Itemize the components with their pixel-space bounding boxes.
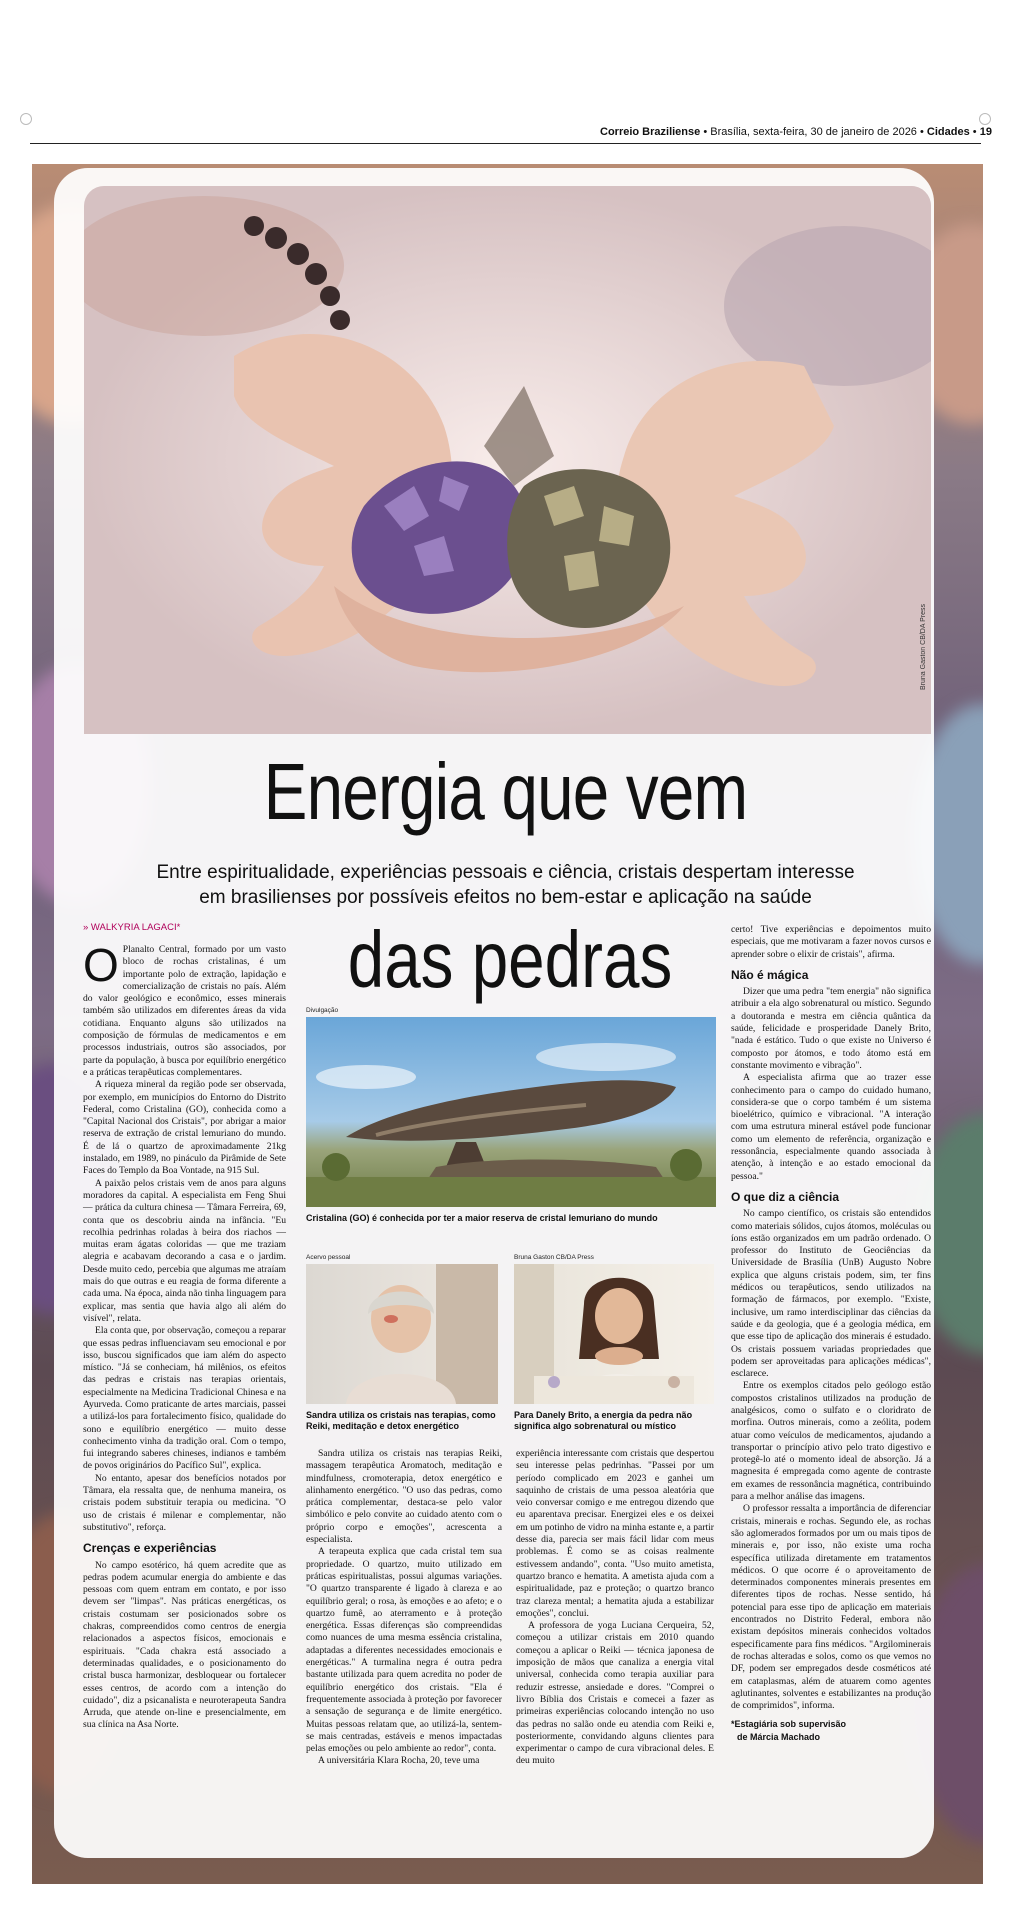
byline: » WALKYRIA LAGACI* <box>83 922 181 933</box>
headline-line-1: Energia que vem <box>263 747 748 836</box>
folio-section: Cidades <box>926 126 970 138</box>
woman-with-crystals-illustration <box>514 1264 714 1404</box>
subheading: Não é mágica <box>731 967 809 982</box>
newspaper-name: Correio Braziliense <box>600 126 701 138</box>
page-number: 19 <box>979 126 992 138</box>
sandra-portrait-photo <box>306 1264 498 1404</box>
deck: Entre espiritualidade, experiências pessoais e ciência, cristais despertam interesse em brasilienses por possíveis efeitos no bem-estar e aplicação na saúde <box>156 862 855 908</box>
headline-line-2: das pedras <box>347 915 673 1004</box>
paragraph: experiência interessante com cristais que despertou seu interesse pelas pedrinhas. "Passei por um período complicado em 2023 e ganhei um saquinho de cristais de uma pessoa aleatória que veio conversar comigo e me entregou dizendo que eu aparentava precisar. Energizei eles e os deixei em um potinho de vidro na minha estante e, a partir desse dia, parecia ser mais fácil lidar com meus problemas. É como se as coisas realmente estivessem andando", conta. "Uso muito ametista, quartzo branco e hematita. A ametista ajuda com a espiritualidade, paz e proteção; o quartzo branco traz clareza mental; a hematita ajuda a estabilizar emoções", conclui. <box>516 1448 714 1619</box>
paragraph: No entanto, apesar dos benefícios notados por Tâmara, ela ressalta que, de nenhuma maneira, os cristais podem substituir terapia ou medicina. "O uso de cristais é milenar e complementar, não substitutivo", reforça. <box>83 1472 286 1533</box>
woman-smiling-illustration <box>306 1264 498 1404</box>
paragraph: No campo científico, os cristais são entendidos como materiais sólidos, cujos átomos, moléculas ou íons estão organizados em um padrão ordenado. O professor do Instituto de Geociências da Universidade de Brasília (UnB) Augusto Nobre explica que alguns cristais podem, sim, ter fins médicos ou terapêuticos, sendo utilizados na formação de fármacos, por exemplo. "Existe, inclusive, um ramo interdisciplinar das ciências da saúde e da geologia, que é a geologia médica, em que esse tipo de aplicação dos minerais é estudado. Os cristais possuem variadas propriedades que podem ser aproveitadas para aplicações médicas", esclarece. <box>731 1208 931 1380</box>
paragraph: A especialista afirma que ao trazer esse conhecimento para o campo do cuidado humano, considera-se que o corpo também é um sistema bioelétrico, químico e vibracional. "A interação com uma estrutura mineral estável pode funcionar como um elemento de referência, organização e ressonância, especialmente quando associada à atenção, à intenção e ao estado emocional da pessoa." <box>731 1072 931 1182</box>
danely-portrait-photo <box>514 1264 714 1404</box>
folio-rule <box>30 143 981 144</box>
hero-photo-credit: Bruna Gaston CB/DA Press <box>920 604 927 690</box>
paragraph: O professor ressalta a importância de diferenciar cristais, minerais e rochas. Segundo ele, as rochas são aglomerados formados por um ou mais tipos de minerais e, por isso, não existe uma rocha específica utilizada diretamente em tratamentos médicos. O que ocorre é o aproveitamento de determinados componentes minerais presentes em diferentes tipos de rochas. Nesse sentido, há potencial para esse tipo de aplicação em materiais encontrados no Distrito Federal, embora não existam depósitos minerais conhecidos voltados especificamente para fins médicos. "Argilominerais de rochas alteradas e solos, como os que vemos no DF, podem ser empregados desde cosméticos até em cataplasmas, além de atuarem como agentes aglutinantes, solventes e estabilizantes na produção de comprimidos", informa. <box>731 1503 931 1712</box>
column-4 <box>731 924 931 1743</box>
author-note-line: de Márcia Machado <box>737 1731 821 1742</box>
hero-photo <box>84 186 931 734</box>
paragraph: Planalto Central, formado por um vasto bloco de rochas cristalinas, é um importante polo de extração, lapidação e comercialização de cristais no país. Além do valor geológico e econômico, esses minerais também são utilizados em diferentes áreas da vida cotidiana. Enquanto alguns são utilizados na composição de fórmulas de medicamentos e em processos industriais, outros são associados, por parte da população, à busca por equilíbrio energético e a práticas terapêuticas complementares. <box>83 944 286 1078</box>
paragraph: certo! Tive experiências e depoimentos muito especiais, que me motivaram a fazer novos cursos e aprender sobre o elixir de cristais", afirma. <box>731 924 931 960</box>
folio: Correio Braziliense • Brasília, sexta-feira, 30 de janeiro de 2026 • Cidades • 19 <box>600 126 992 138</box>
photo-credit: Divulgação <box>306 1007 339 1014</box>
photo-caption: Para Danely Brito, a energia da pedra não significa algo sobrenatural ou místico <box>514 1410 693 1431</box>
paragraph: A paixão pelos cristais vem de anos para alguns moradores da capital. A especialista em Feng Shui — prática da cultura chinesa — Tâmara Ferreira, 69, conta que os descobriu ainda na infância. "Eu recolhia pedrinhas roladas à beira dos riachos — muitas eram ágatas coloridas — que me traziam alegria e acabavam decorando a casa e o jardim. Desde muito cedo, percebia que algumas me atraíam mais do que outras e eu reagia de forma diferente a cada uma. Na época, ainda não tinha linguagem para explicar, mas sentia que havia algo ali além do visível", relata. <box>83 1177 286 1324</box>
paragraph: Entre os exemplos citados pelo geólogo estão compostos cristalinos utilizados na produção de analgésicos, como o sulfato e o cloridrato de morfina. Outros minerais, como a zeólita, podem atuar como veículos de medicamentos, ajudando a transportar o princípio ativo pelo trato digestivo e protegê-lo até o momento ideal de absorção. Já a magnesita é empregada como agente de contraste em exames de ressonância magnética, contribuindo para a melhor análise das imagens. <box>731 1380 931 1503</box>
registration-mark-left <box>20 113 32 125</box>
paragraph: Ela conta que, por observação, começou a reparar que essas pedras influenciavam seu emocional e por isso, buscou significados que iam além do aspecto místico. "Já se conheciam, há milênios, os efeitos das pedras e cristais nas terapias orientais, especialmente na Medicina Tradicional Chinesa e na Ayurveda. Como praticante de artes marciais, passei a utilizá-los para fortalecimento físico, qualidade do sono e equilíbrio energético — muito desse conhecimento vinha da tradição oral. Com o tempo, fui integrando saberes chineses, indianos e também de povos originários do Pacífico Sul", explica. <box>83 1325 286 1472</box>
photo-caption: Sandra utiliza os cristais nas terapias, como Reiki, meditação e detox energético <box>306 1410 496 1431</box>
paragraph: Dizer que uma pedra "tem energia" não significa atribuir a ela algo sobrenatural ou místico. Segundo a doutoranda e mestra em ciência quântica da saúde, felicidade e prosperidade Danely Brito, "nada é estático. Tudo o que existe no Universo é composto por átomos, e todo átomo está em constante movimento e vibração". <box>731 986 931 1071</box>
cristalina-rock-photo <box>306 1017 716 1207</box>
subheading: Crenças e experiências <box>83 1541 217 1556</box>
photo-credit: Acervo pessoal <box>306 1254 351 1261</box>
paragraph: Sandra utiliza os cristais nas terapias Reiki, massagem terapêutica Aromatoch, meditação e mindfulness, cromoterapia, detox energético e alinhamento energético. "O uso das pedras, como prática complementar, destaca-se pelo valor simbólico e pelo convite ao cuidado atento com o próprio corpo e emoções", acrescenta a especialista. <box>306 1448 502 1546</box>
photo-credit: Bruna Gaston CB/DA Press <box>514 1254 594 1261</box>
column-1 <box>83 939 286 1732</box>
folio-place-date: Brasília, sexta-feira, 30 de janeiro de 2026 <box>710 126 917 138</box>
photo-caption: Cristalina (GO) é conhecida por ter a maior reserva de cristal lemuriano do mundo <box>306 1213 658 1223</box>
paragraph: No campo esotérico, há quem acredite que as pedras podem acumular energia do ambiente e das pessoas com quem entram em contato, e por isso devem ser "limpas". Nas práticas energéticas, os cristais costumam ser posicionados sobre os chakras, compreendidos como centros de energia relacionados a aspectos físicos, emocionais e espirituais. "Cada chakra está associado a determinadas qualidades, e o posicionamento do cristal busca harmonizar, desbloquear ou fortalecer esses centros, de acordo com a intenção do cuidado", diz a psicanalista e neuroterapeuta Sandra Arruda, que atende on-line e presencialmente, em sua clínica na Asa Norte. <box>83 1559 286 1731</box>
paragraph: A professora de yoga Luciana Cerqueira, 52, começou a utilizar cristais em 2010 quando começou a aplicar o Reiki — técnica japonesa de imposição de mãos que canaliza a energia vital universal, conhecida como terapia auxiliar para reduzir estresse, ansiedade e dores. "Comprei o livro Bíblia dos Cristais e comecei a fazer as primeiras experiências colocando intenção no uso das pedras no salão onde eu atendia com Reiki e, posteriormente, convidando alguns clientes para experimentar o campo de cura vibracional deles. E deu muito <box>516 1620 714 1767</box>
hands-holding-crystals-illustration <box>84 186 931 734</box>
column-2 <box>306 1448 502 1768</box>
balanced-rock-illustration <box>306 1017 716 1207</box>
author-note <box>731 1718 931 1743</box>
paragraph: A universitária Klara Rocha, 20, teve uma <box>318 1755 480 1767</box>
drop-cap: O <box>83 939 119 991</box>
paragraph: A terapeuta explica que cada cristal tem sua propriedade. O quartzo, muito utilizado em práticas espiritualistas, possui algumas variações. "O quartzo transparente é ligado à clareza e ao equilíbrio geral; o rosa, às emoções e ao afeto; e o quartzo fumê, ao aterramento e à proteção energética. Essas diferenças são compreendidas como nuances de uma mesma essência cristalina, adaptadas a diferentes necessidades emocionais e energéticas." A turmalina negra é outra pedra bastante utilizada para quem acredita no poder de equilíbrio energético dos cristais. "Ela é frequentemente associada à proteção por favorecer a sensação de segurança e de limite energético. Muitas pessoas relatam que, ao utilizá-la, sentem-se mais centradas, estáveis e menos impactadas pelas emoções ou pelo ambiente ao redor", conta. <box>306 1546 502 1755</box>
registration-mark-right <box>979 113 991 125</box>
author-note-line: *Estagiária sob supervisão <box>731 1719 847 1730</box>
subheading: O que diz a ciência <box>731 1189 840 1204</box>
paragraph: A riqueza mineral da região pode ser observada, por exemplo, em municípios do Entorno do Distrito Federal, como Cristalina (GO), conhecida como a "Capital Nacional dos Cristais", por abrigar a maior reserva de extração de cristal lemuriano do mundo. É de lá o quartzo de aproximadamente 21kg instalado, em 1989, no pináculo da Pirâmide de Sete Faces do Templo da Boa Vontade, na 915 Sul. <box>83 1079 286 1177</box>
column-3 <box>516 1448 714 1768</box>
